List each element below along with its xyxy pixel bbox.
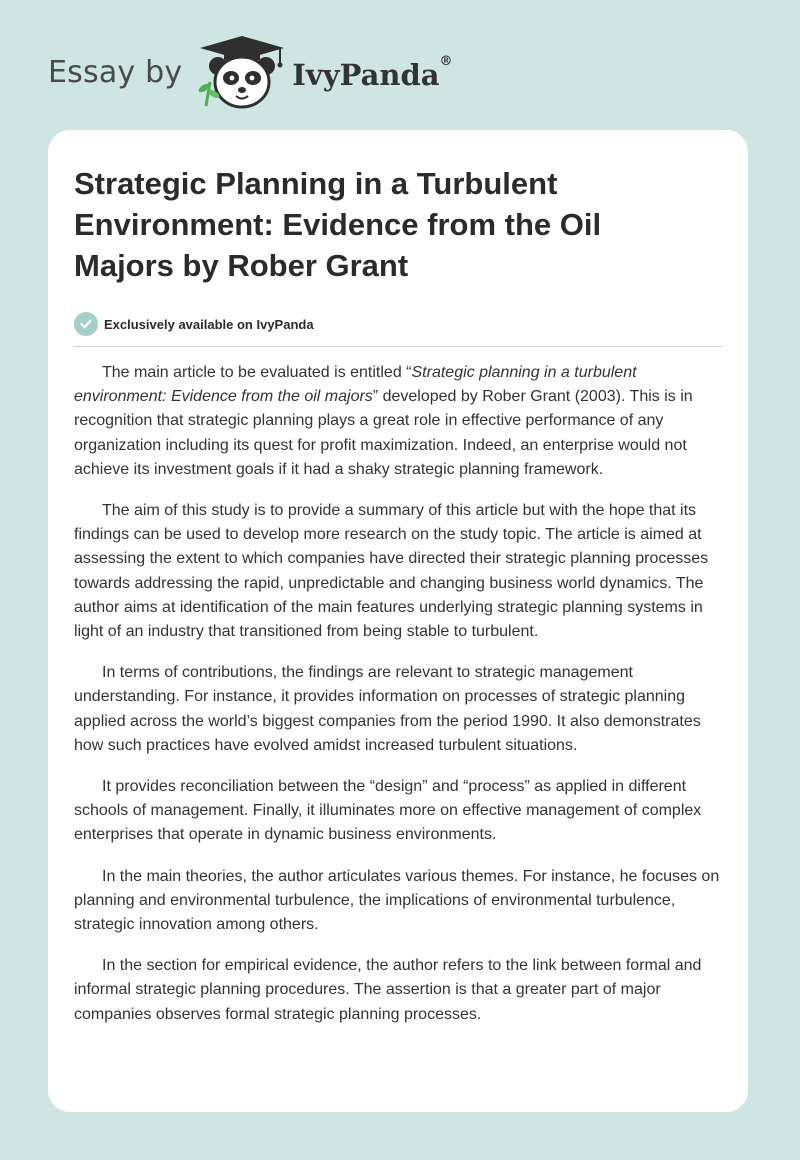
article-card	[48, 130, 748, 1112]
paragraph: In terms of contributions, the findings are relevant to strategic management understanding. For instance, it provides information on processes of strategic planning applied across the world’s biggest companies from the period 1990. It also demonstrates how such practices have evolved amidst increased turbulent situations.	[74, 664, 701, 754]
panda-graduate-icon[interactable]	[196, 34, 288, 110]
check-circle-icon	[74, 312, 98, 336]
badge-label: Exclusively available on IvyPanda	[104, 316, 314, 332]
exclusive-badge	[74, 311, 722, 337]
essay-by-label: Essay by	[48, 54, 183, 90]
paragraph: The aim of this study is to provide a summary of this article but with the hope that its findings can be used to develop more research on the study topic. The article is aimed at assessing the extent to which companies have directed their strategic planning processes towards addressing the rapid, unpredictable and changing business world dynamics. The author aims at identification of the main features underlying strategic planning systems in light of an industry that transitioned from being stable to turbulent.	[74, 502, 709, 641]
site-header	[48, 34, 453, 110]
brand-name[interactable]: IvyPanda®	[292, 54, 453, 92]
page-title: Strategic Planning in a Turbulent Environment: Evidence from the Oil Majors by Rober Grant	[74, 166, 602, 283]
paragraph: In the section for empirical evidence, the author refers to the link between formal and informal strategic planning procedures. The assertion is that a greater part of major companies observes formal strategic planning processes.	[74, 957, 702, 1023]
divider	[74, 346, 723, 347]
paragraph: In the main theories, the author articulates various themes. For instance, he focuses on planning and environmental turbulence, the implications of environmental turbulence, strategic innovation among others.	[74, 867, 720, 934]
paragraph: The main article to be evaluated is entitled “Strategic planning in a turbulent environment: Evidence from the oil majors” developed by Rober Grant (2003). This is in recognition that strategic planning plays a great role in effective performance of any organization including its quest for profit maximization. Indeed, an enterprise would not achieve its investment goals if it had a shaky strategic planning framework.	[74, 364, 693, 478]
article-body	[74, 361, 724, 1027]
paragraph: It provides reconciliation between the “design” and “process” as applied in different schools of management. Finally, it illuminates more on effective management of complex enterprises that operate in dynamic business environments.	[74, 778, 702, 844]
